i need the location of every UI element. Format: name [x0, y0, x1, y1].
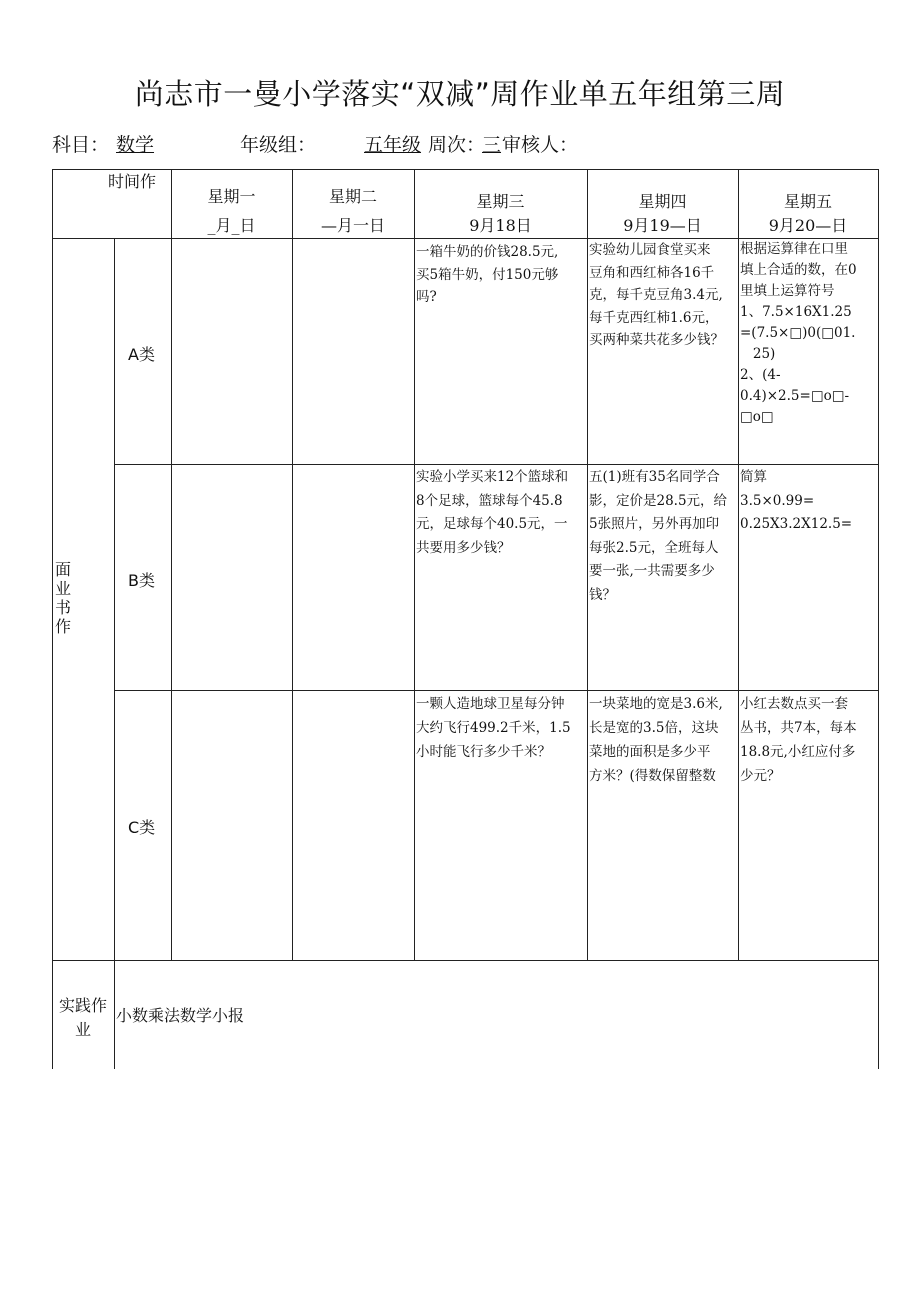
day-name-wednesday: 星期三 [476, 192, 525, 211]
cell-c-friday: 小红去数点买一套 丛书，共7本，每本 18.8元,小红应付多 少元？ [740, 696, 857, 784]
practice-label: 实践作 业 [58, 996, 107, 1039]
subject-value: 数学 [116, 134, 155, 156]
cell-b-wednesday: 实验小学买来12个篮球和 8个足球，篮球每个45.8 元，足球每个40.5元，一 共要用多少钱？ [416, 469, 569, 556]
day-name-tuesday: 星期二 [328, 187, 377, 206]
day-name-monday: 星期一 [207, 187, 256, 206]
day-date-wednesday: 9月18日 [469, 216, 532, 235]
practice-content: 小数乘法数学小报 [116, 1006, 245, 1025]
page-title: 尚志市一曼小学落实“双减”周作业单五年组第三周 [134, 77, 786, 111]
cell-c-thursday: 一块菜地的宽是3.6米, 长是宽的3.5倍，这块 菜地的面积是多少平 方米？(得数保留整数 [589, 696, 723, 784]
day-name-thursday: 星期四 [638, 192, 687, 211]
cell-b-thursday: 五(1)班有35名同学合 影，定价是28.5元，给 5张照片，另外再加印 每张2.5元，全班每人 要一张,一共需要多少 钱？ [589, 469, 728, 603]
day-date-friday: 9月20—日 [768, 216, 848, 235]
cell-a-thursday: 实验幼儿园食堂买来 豆角和西红柿各16千 克，每千克豆角3.4元, 每千克西红柿1.6元， 买两种菜共花多少钱？ [589, 242, 724, 348]
cell-b-friday: 简算 3.5×0.99= 0.25X3.2X12.5= [740, 469, 853, 532]
section-written-homework: 面 业 书 作 [55, 560, 72, 636]
row-label-a: A类 [128, 345, 155, 364]
day-date-monday: _月_日 [207, 216, 256, 235]
cell-a-friday: 根据运算律在口里 填上合适的数，在0 里填上运算符号 1、7.5×16X1.25 =(7.5×□)0(□01. 25) 2、(4- 0.4)×2.5=□o□- □o□ [740, 241, 857, 425]
day-date-thursday: 9月19—日 [623, 216, 702, 235]
grade-label: 年级组： [240, 134, 317, 156]
grade-value: 五年级 [364, 134, 422, 156]
week-label: 周次： [428, 134, 486, 156]
day-name-friday: 星期五 [783, 192, 832, 211]
week-value: 三 [482, 134, 502, 156]
reviewer-label: 审核人： [502, 134, 579, 156]
corner-label: 时间作 [108, 172, 157, 191]
cell-a-wednesday: 一箱牛奶的价钱28.5元, 买5箱牛奶，付150元够 吗? [416, 244, 559, 305]
row-label-c: C类 [128, 818, 156, 837]
subject-label: 科目： [52, 134, 110, 156]
cell-c-wednesday: 一颗人造地球卫星每分钟 大约飞行499.2千米，1.5 小时能飞行多少千米？ [416, 696, 571, 760]
row-label-b: B类 [128, 571, 155, 590]
day-date-tuesday: —月一日 [320, 216, 385, 235]
